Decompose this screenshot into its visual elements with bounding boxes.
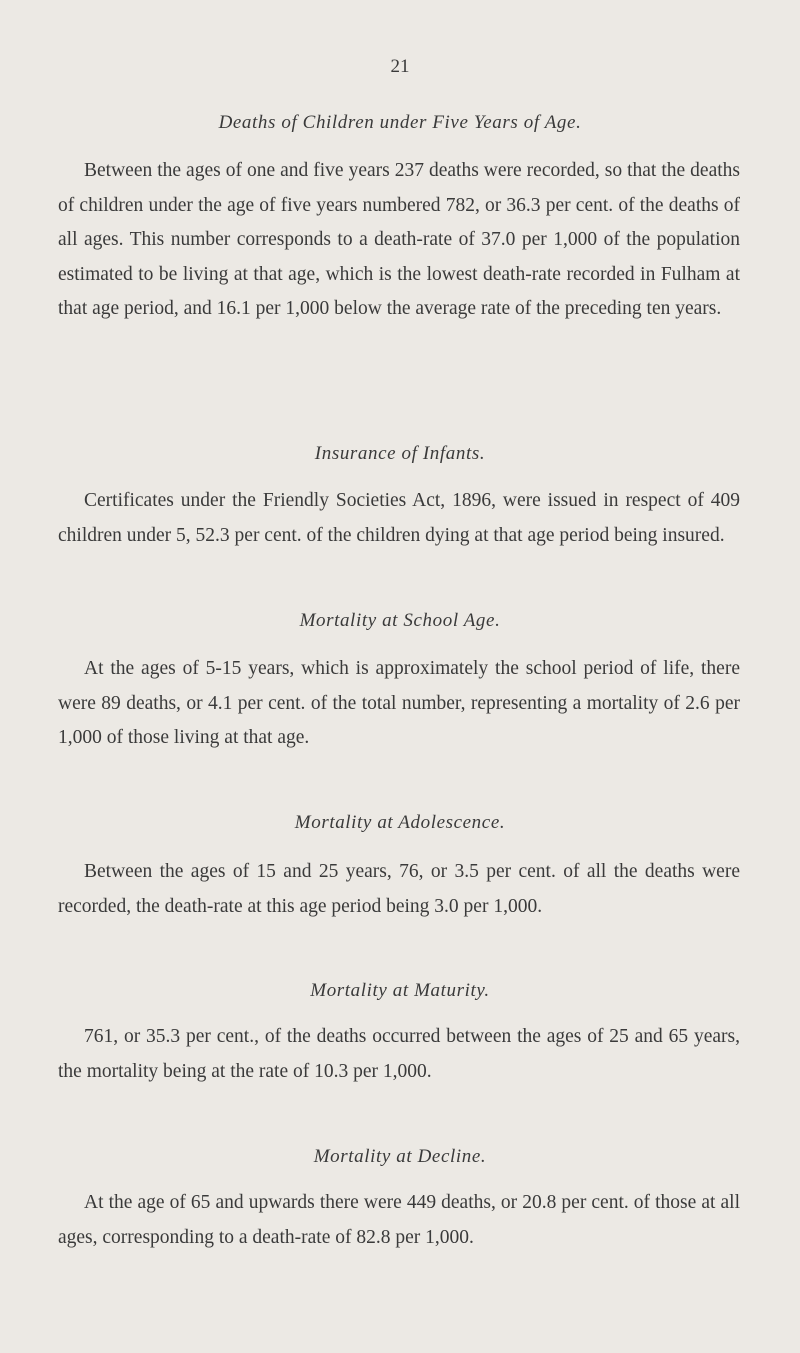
paragraph-mortality-maturity: 761, or 35.3 per cent., of the deaths occurred between the ages of 25 and 65 years, the mortality being at the rate of 10.3 per 1,000. [58, 1026, 740, 1082]
paragraph-deaths-under-five: Between the ages of one and five years 237 deaths were recorded, so that the deaths of children under the age of five years numbered 782, or 36.3 per cent. of the deaths of all ages. This number corresponds to a death-rate of 37.0 per 1,000 of the population estimated to be living at that age, which is the lowest death-rate recorded in Fulham at that age period, and 16.1 per 1,000 below the average rate of the preceding ten years. [58, 160, 740, 319]
page-number: 21 [390, 56, 410, 77]
heading-mortality-decline: Mortality at Decline. [313, 1146, 487, 1167]
heading-deaths-under-five: Deaths of Children under Five Years of Age. [218, 112, 582, 133]
heading-mortality-school-age: Mortality at School Age. [299, 610, 501, 631]
paragraph-mortality-adolescence: Between the ages of 15 and 25 years, 76, or 3.5 per cent. of all the deaths were recorded, the death-rate at this age period being 3.0 per 1,000. [58, 861, 740, 917]
heading-mortality-maturity: Mortality at Maturity. [310, 980, 490, 1001]
paragraph-mortality-decline: At the age of 65 and upwards there were 449 deaths, or 20.8 per cent. of those at all ages, corresponding to a death-rate of 82.8 per 1,000. [58, 1192, 740, 1248]
paragraph-mortality-school-age: At the ages of 5-15 years, which is approximately the school period of life, there were 89 deaths, or 4.1 per cent. of the total number, representing a mortality of 2.6 per 1,000 of those living at that age. [58, 658, 740, 748]
heading-mortality-adolescence: Mortality at Adolescence. [294, 812, 506, 833]
heading-insurance-of-infants: Insurance of Infants. [314, 443, 486, 464]
paragraph-insurance-of-infants: Certificates under the Friendly Societies Act, 1896, were issued in respect of 409 children under 5, 52.3 per cent. of the children dying at that age period being insured. [58, 490, 740, 546]
